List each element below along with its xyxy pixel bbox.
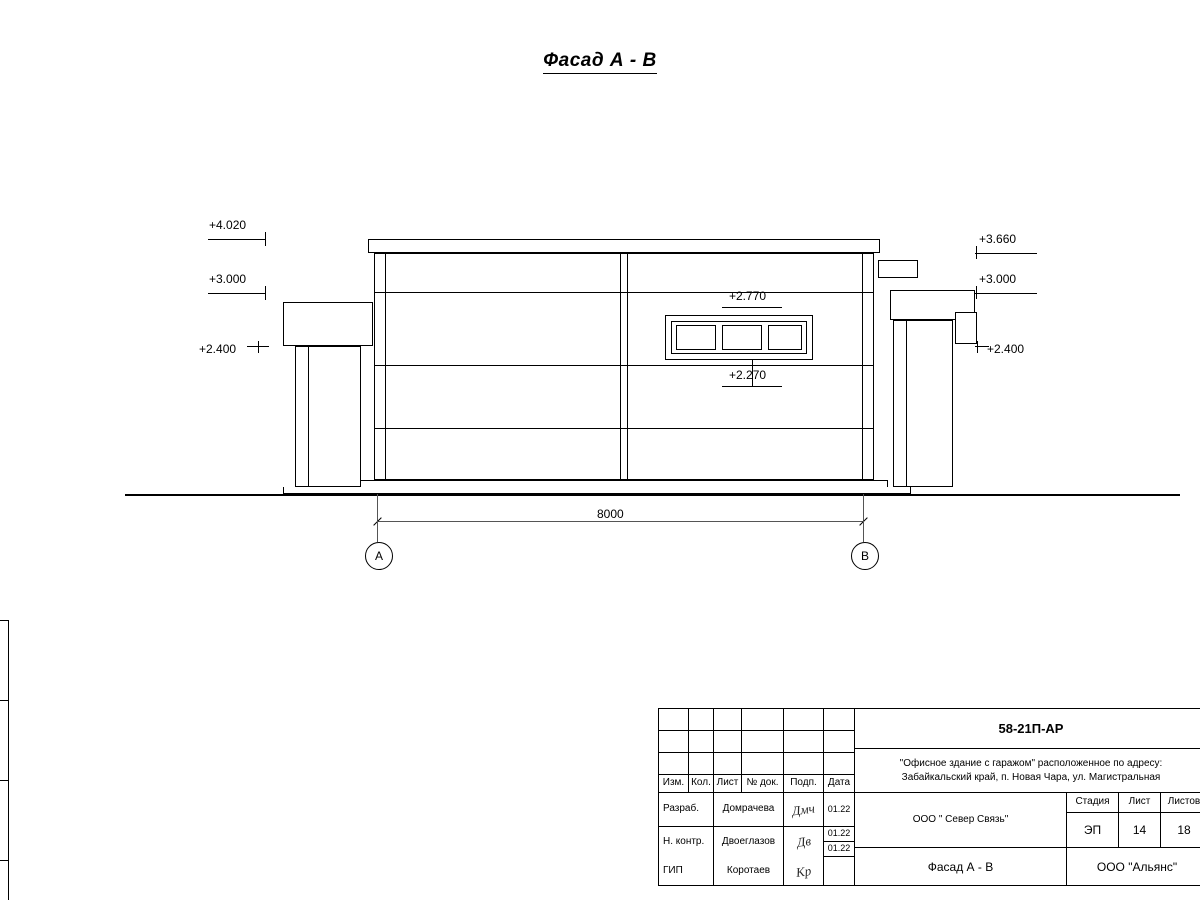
stamp-empty-cell: [659, 731, 689, 753]
level-tick-left-1: [265, 232, 266, 246]
level-tick-right-1: [976, 246, 977, 259]
level-left-3: +2.400: [199, 342, 237, 356]
stamp-col-header: Дата: [824, 775, 855, 793]
level-tick-right-2: [976, 286, 977, 299]
stamp-empty-cell: [689, 709, 714, 731]
level-tick-left-2: [265, 286, 266, 300]
stamp-empty-cell: [742, 731, 784, 753]
signature-glyph: Дмч: [791, 800, 816, 819]
right-annex-box: [955, 312, 977, 344]
stamp-name: Двоеглазов: [714, 827, 784, 857]
stamp-date-empty: [824, 857, 855, 886]
level-tick-right-3: [977, 341, 978, 353]
stamp-empty-cell: [689, 753, 714, 775]
left-annex-roof: [283, 302, 373, 346]
dim-line: [377, 521, 864, 522]
cladding-joint: [374, 365, 874, 366]
stamp-role: Разраб.: [659, 793, 714, 827]
stamp-object-line1: "Офисное здание с гаражом" расположенное по адресу:: [899, 758, 1163, 769]
cladding-joint-vertical: [620, 253, 621, 480]
level-right-2: +3.000: [979, 272, 1017, 286]
dim-span-label: 8000: [597, 507, 624, 521]
stamp-sheets-header: Листов: [1161, 793, 1200, 813]
stamp-empty-cell: [714, 753, 742, 775]
stamp-sheet-value: 14: [1119, 813, 1161, 848]
window-bottom-leader: [722, 386, 782, 387]
cladding-joint: [374, 428, 874, 429]
level-left-1: +4.020: [209, 218, 247, 232]
window-pane: [676, 325, 716, 350]
right-annex-panel-line: [906, 320, 907, 487]
level-tick-left-3: [258, 341, 259, 353]
stamp-date: 01.22: [824, 793, 855, 827]
stamp-signature: [784, 793, 824, 827]
level-line-left-1: [208, 239, 266, 240]
stamp-empty-cell: [714, 731, 742, 753]
stamp-empty-cell: [824, 709, 855, 731]
ground-line: [125, 494, 1180, 496]
base-apron: [283, 487, 911, 494]
level-right-3: +2.400: [987, 342, 1025, 356]
stamp-doc-code: 58-21П-АР: [855, 709, 1200, 749]
stamp-date: 01.22: [824, 842, 855, 857]
stamp-sheet-name: Фасад А - В: [855, 848, 1067, 886]
stamp-empty-cell: [784, 731, 824, 753]
stamp-stage-value: ЭП: [1067, 813, 1119, 848]
signature-glyph: Дв: [795, 833, 812, 851]
window-top-leader: [722, 307, 782, 308]
stamp-signature: [784, 857, 824, 886]
stamp-empty-cell: [742, 709, 784, 731]
cladding-joint-vertical: [627, 253, 628, 480]
stamp-signature: [784, 827, 824, 857]
stamp-empty-cell: [824, 731, 855, 753]
main-wall: [374, 253, 874, 480]
stamp-company: ООО "Альянс": [1096, 859, 1178, 874]
axis-leader-left: [377, 521, 378, 542]
cladding-joint-vertical: [862, 253, 863, 480]
axis-bubble-a: А: [365, 542, 393, 570]
left-annex-body: [295, 346, 361, 487]
stamp-name: Домрачева: [714, 793, 784, 827]
stamp-role: ГИП: [659, 857, 714, 886]
level-window-bottom: +2.270: [729, 368, 767, 382]
cladding-joint-vertical: [385, 253, 386, 480]
stamp-empty-cell: [742, 753, 784, 775]
stamp-empty-cell: [714, 709, 742, 731]
window-pane: [722, 325, 762, 350]
stamp-date: 01.22: [824, 827, 855, 842]
stamp-col-header: Изм.: [659, 775, 689, 793]
stamp-organization: ООО " Север Связь": [855, 793, 1067, 848]
right-annex-body: [893, 320, 953, 487]
axis-bubble-b: В: [851, 542, 879, 570]
stamp-name: Коротаев: [714, 857, 784, 886]
window-pane: [768, 325, 802, 350]
page-title-text: Фасад А - В: [543, 50, 656, 74]
stamp-col-header: Лист: [714, 775, 742, 793]
axis-leader-right: [863, 521, 864, 542]
level-right-1: +3.660: [979, 232, 1017, 246]
level-line-right-2: [975, 293, 1037, 294]
left-annex-panel-line: [308, 346, 309, 487]
cladding-joint: [374, 292, 874, 293]
stamp-empty-cell: [689, 731, 714, 753]
stamp-sheet-header: Лист: [1119, 793, 1161, 813]
roof-parapet: [368, 239, 880, 253]
level-window-top: +2.770: [729, 289, 767, 303]
stamp-empty-cell: [824, 753, 855, 775]
stamp-col-header: Подп.: [784, 775, 824, 793]
level-line-left-2: [208, 293, 266, 294]
stamp-empty-cell: [659, 753, 689, 775]
stamp-object-line2: Забайкальский край, п. Новая Чара, ул. Магистральная: [901, 771, 1161, 783]
right-annex-cap: [878, 260, 918, 278]
stamp-col-header: № док.: [742, 775, 784, 793]
stamp-stage-header: Стадия: [1067, 793, 1119, 813]
level-left-2: +3.000: [209, 272, 247, 286]
stamp-role: Н. контр.: [659, 827, 714, 857]
signature-glyph: Кр: [794, 862, 812, 880]
stamp-sheets-value: 18: [1161, 813, 1200, 848]
level-line-right-1: [975, 253, 1037, 254]
stamp-empty-cell: [784, 709, 824, 731]
stamp-object: [855, 749, 1200, 793]
title-block: [658, 708, 1200, 886]
stamp-col-header: Кол.: [689, 775, 714, 793]
stamp-empty-cell: [784, 753, 824, 775]
stamp-empty-cell: [659, 709, 689, 731]
